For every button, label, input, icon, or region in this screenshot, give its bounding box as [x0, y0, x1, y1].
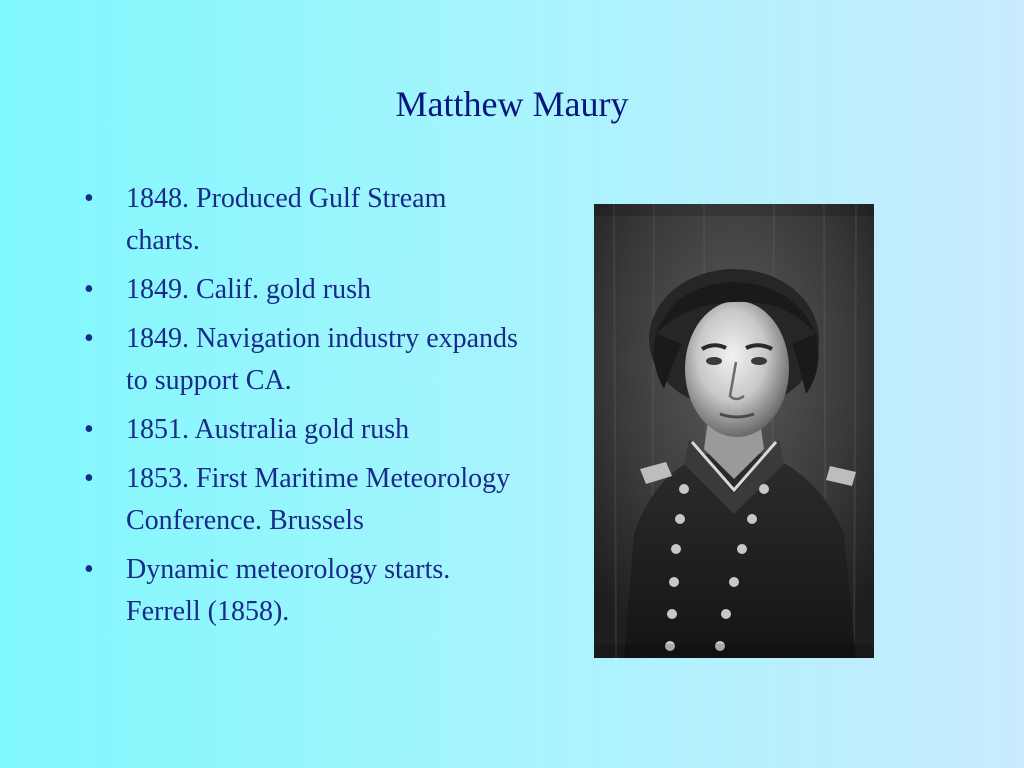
bullet-item: [84, 269, 524, 311]
bullet-text: Dynamic meteorology starts. Ferrell (1858).: [126, 554, 451, 627]
bullet-text: 1853. First Maritime Meteorology Conference. Brussels: [126, 463, 511, 536]
slide-title: Matthew Maury: [395, 84, 629, 124]
bullet-list: [84, 178, 524, 640]
bullet-icon: •: [84, 274, 94, 305]
bullet-icon: •: [84, 183, 94, 214]
bullet-item: [84, 318, 524, 402]
bullet-text: 1849. Calif. gold rush: [126, 274, 371, 305]
portrait-photo-icon: [594, 204, 874, 658]
bullet-text: 1851. Australia gold rush: [126, 414, 410, 445]
bullet-icon: •: [84, 554, 94, 585]
bullet-icon: •: [84, 323, 94, 354]
bullet-item: [84, 549, 524, 633]
bullet-icon: •: [84, 414, 94, 445]
bullet-item: [84, 409, 524, 451]
bullet-text: 1849. Navigation industry expands to support CA.: [126, 323, 518, 396]
bullet-item: [84, 458, 524, 542]
portrait-photo: [594, 204, 874, 658]
bullet-text: 1848. Produced Gulf Stream charts.: [126, 183, 447, 256]
bullet-icon: •: [84, 463, 94, 494]
bullet-item: [84, 178, 524, 262]
